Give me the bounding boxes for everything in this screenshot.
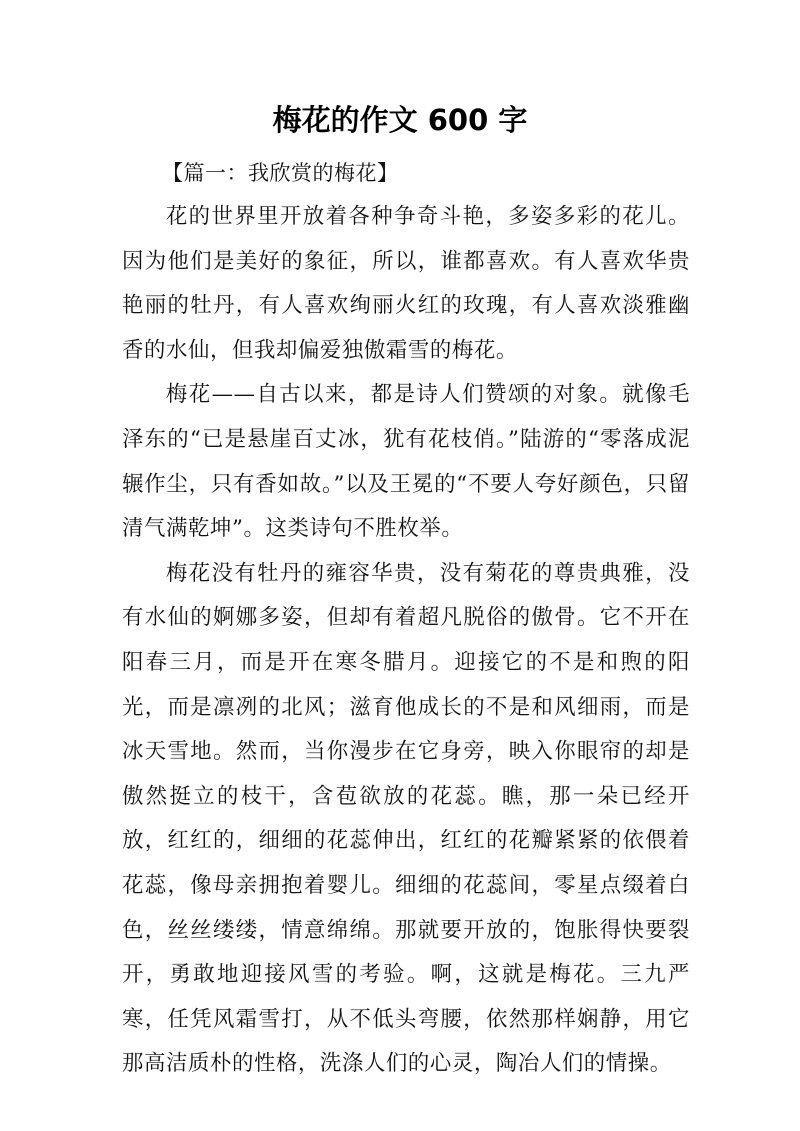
paragraph-3: 梅花没有牡丹的雍容华贵，没有菊花的尊贵典雅，没有水仙的婀娜多姿，但却有着超凡脱俗的傲骨。它不开在阳春三月，而是开在寒冬腊月。迎接它的不是和煦的阳光，而是凛冽的北风；滋育他成长的不是和风细雨，而是冰天雪地。然而，当你漫步在它身旁，映入你眼帘的却是傲然挺立的枝干，含苞欲放的花蕊。瞧，那一朵已经开放，红红的，细细的花蕊伸出，红红的花瓣紧紧的依偎着花蕊，像母亲拥抱着婴儿。细细的花蕊间，零星点缀着白色，丝丝缕缕，情意绵绵。那就要开放的，饱胀得快要裂开，勇敢地迎接风雪的考验。啊，这就是梅花。三九严寒，任凭风霜雪打，从不低头弯腰，依然那样娴静，用它那高洁质朴的性格，洗涤人们的心灵，陶冶人们的情操。 — [122, 560, 690, 1077]
paragraph-2: 梅花——自古以来，都是诗人们赞颂的对象。就像毛泽东的“已是悬崖百丈冰，犹有花枝俏。”陆游的“零落成泥辗作尘，只有香如故。”以及王冕的“不要人夸好颜色，只留清气满乾坤”。这类诗句不胜枚举。 — [122, 382, 690, 542]
paragraph-1: 花的世界里开放着各种争奇斗艳，多姿多彩的花儿。因为他们是美好的象征，所以，谁都喜欢。有人喜欢华贵艳丽的牡丹，有人喜欢绚丽火红的玫瑰，有人喜欢淡雅幽香的水仙，但我却偏爱独傲霜雪的梅花。 — [122, 204, 690, 363]
document-body — [122, 151, 690, 1087]
section-heading: 【篇一：我欣赏的梅花】 — [162, 161, 399, 185]
document-title: 梅花的作文 600 字 — [272, 103, 528, 137]
